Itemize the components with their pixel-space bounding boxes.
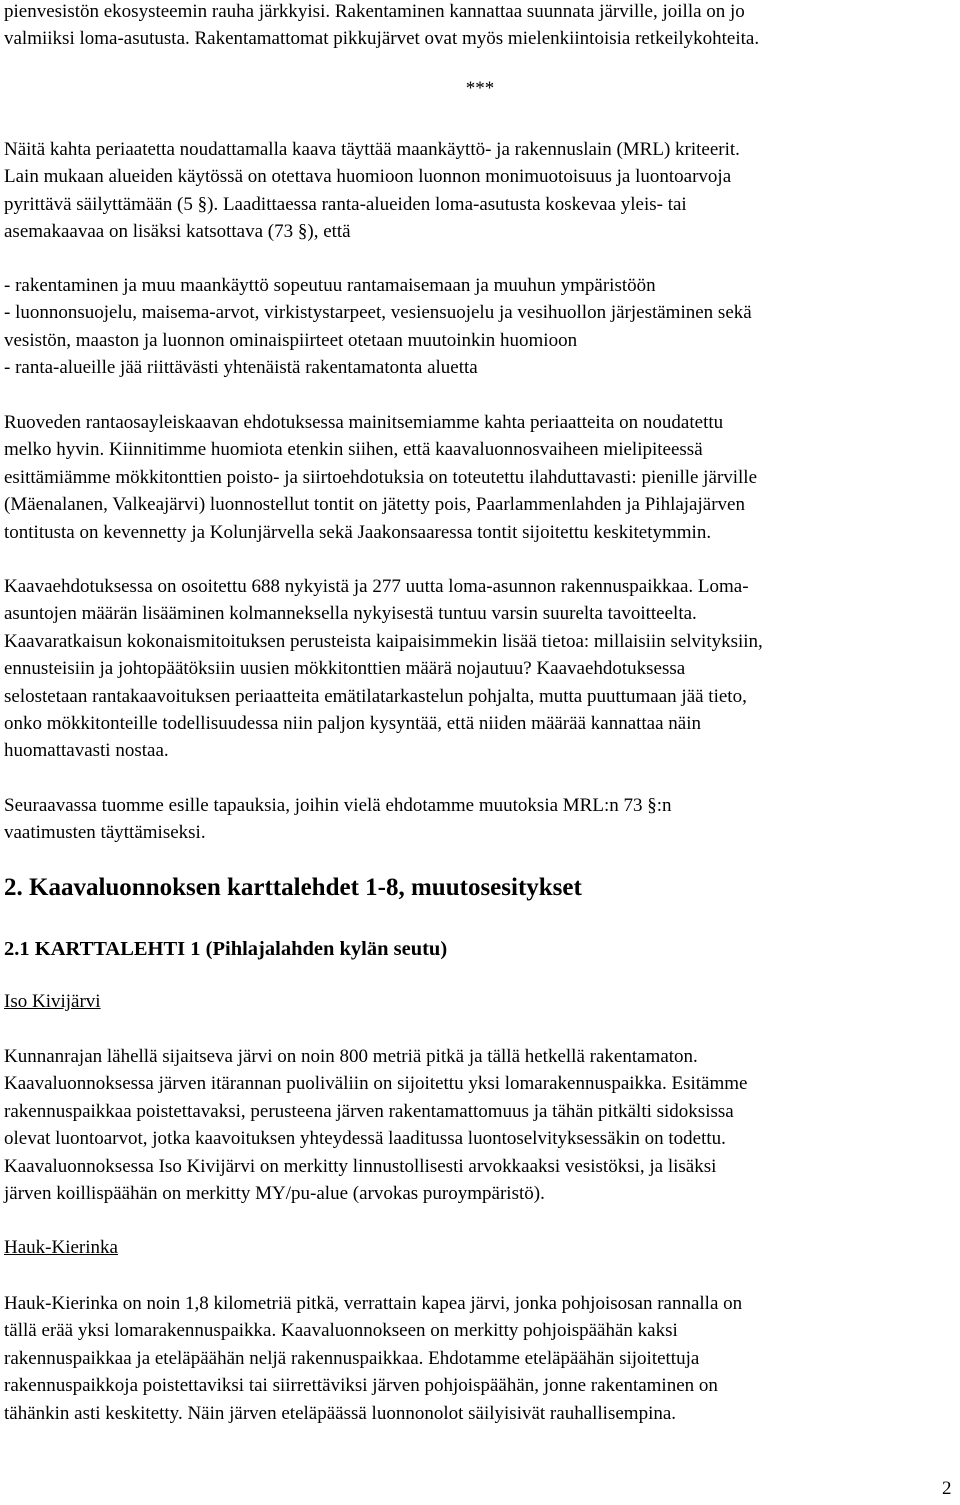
text-line: Kunnanrajan lähellä sijaitseva järvi on noin 800 metriä pitkä ja tällä hetkellä rakentamaton. — [4, 1046, 698, 1067]
next-paragraph — [4, 792, 954, 847]
text-line: Kaavaehdotuksessa on osoitettu 688 nykyistä ja 277 uutta loma-asunnon rakennuspaikkaa. Loma- — [4, 576, 749, 597]
text-line: asuntojen määrän lisääminen kolmanneksella nykyisestä tuntuu varsin suurelta tavoitteelta. — [4, 603, 697, 625]
quantity-paragraph — [4, 573, 954, 765]
text-line: tontitusta on kevennetty ja Kolunjärvella sekä Jaakonsaaressa tontit sijoitettu keskitetymmin. — [4, 521, 712, 543]
list-item: - luonnonsuojelu, maisema-arvot, virkistystarpeet, vesiensuojelu ja vesihuollon järjestäminen sekä — [4, 302, 752, 324]
lake-title: Hauk-Kierinka — [4, 1237, 118, 1258]
intro-paragraph — [4, 0, 954, 53]
text-line: valmiiksi loma-asutusta. Rakentamattomat pikkujärvet ovat myös mielenkiintoisia retkeilykohteita. — [4, 28, 760, 50]
iso-kivijarvi-title — [4, 988, 954, 1015]
text-line: asemakaavaa on lisäksi katsottava (73 §), että — [4, 221, 351, 243]
text-line: Ruoveden rantaosayleiskaavan ehdotuksessa mainitsemiamme kahta periaatteita on noudatettu — [4, 412, 724, 433]
section-separator: *** — [465, 78, 495, 99]
text-line: Kaavaluonnoksessa Iso Kivijärvi on merkitty linnustollisesti arvokkaaksi vesistöksi, ja lisäksi — [4, 1155, 717, 1177]
text-line: rakennuspaikkaa ja eteläpäähän neljä rakennuspaikkaa. Ehdotamme eteläpäähän sijoitettuja — [4, 1347, 700, 1369]
text-line: vaatimusten täyttämiseksi. — [4, 822, 206, 844]
text-line: Kaavaratkaisun kokonaismitoituksen perusteista kaipaisimmekin lisää tietoa: millaisiin selvityksiin, — [4, 630, 763, 652]
text-line: esittämiämme mökkitonttien poisto- ja siirtoehdotuksia on toteutettu ilahduttavasti: pienille järville — [4, 466, 757, 488]
text-line: (Mäenalanen, Valkeajärvi) luonnostellut tontit on jätetty pois, Paarlammenlahden ja Pihlajajärven — [4, 494, 745, 516]
text-line: järven koillispäähän on merkitty MY/pu-alue (arvokas puroympäristö). — [4, 1183, 545, 1205]
list-item: - rakentaminen ja muu maankäyttö sopeutuu rantamaisemaan ja muuhun ympäristöön — [4, 275, 656, 296]
assessment-paragraph — [4, 409, 954, 546]
text-line: Seuraavassa tuomme esille tapauksia, joihin vielä ehdotamme muutoksia MRL:n 73 §:n — [4, 795, 672, 816]
criteria-list — [4, 272, 954, 382]
text-line: pyrittävä säilyttämään (5 §). Laadittaessa ranta-alueiden loma-asutusta koskevaa yleis- tai — [4, 193, 687, 215]
text-line: tällä erää yksi lomarakennuspaikka. Kaavaluonnokseen on merkitty pohjoispäähän kaksi — [4, 1320, 678, 1342]
text-line: Kaavaluonnoksessa järven itärannan puoliväliin on sijoitettu yksi lomarakennuspaikka. Esitämme — [4, 1073, 748, 1095]
section-heading: 2. Kaavaluonnoksen karttalehdet 1-8, muutosesitykset — [4, 874, 582, 901]
text-line: Näitä kahta periaatetta noudattamalla kaava täyttää maankäyttö- ja rakennuslain (MRL) kriteerit. — [4, 139, 740, 160]
text-line: pienvesistön ekosysteemin rauha järkkyisi. Rakentaminen kannattaa suunnata järville, joilla on jo — [4, 1, 745, 22]
page-number: 2 — [942, 1478, 952, 1499]
text-line: huomattavasti nostaa. — [4, 740, 169, 762]
subsection-heading: 2.1 KARTTALEHTI 1 (Pihlajalahden kylän seutu) — [4, 938, 448, 960]
text-line: melko hyvin. Kiinnitimme huomiota etenkin siihen, että kaavaluonnosvaiheen mielipiteessä — [4, 439, 703, 461]
text-line: olevat luontoarvot, jotka kaavoituksen yhteydessä laaditussa luontoselvityksessäkin on todettu. — [4, 1128, 726, 1150]
list-item: - ranta-alueille jää riittävästi yhtenäistä rakentamatonta aluetta — [4, 357, 478, 379]
text-line: rakennuspaikkoja poistettaviksi tai siirrettäviksi järven pohjoispäähän, jonne rakentaminen on — [4, 1375, 718, 1397]
text-line: tähänkin asti keskitetty. Näin järven eteläpäässä luonnonolot säilyisivät rauhallisempina. — [4, 1402, 677, 1424]
text-line: Hauk-Kierinka on noin 1,8 kilometriä pitkä, verrattain kapea järvi, jonka pohjoisosan rannalla on — [4, 1293, 743, 1314]
list-item: vesistön, maaston ja luonnon ominaispiirteet otetaan muutoinkin huomioon — [4, 329, 578, 351]
text-line: rakennuspaikkaa poistettavaksi, perusteena järven rakentamattomuus ja tähän pitkälti sidoksissa — [4, 1100, 734, 1122]
iso-kivijarvi-paragraph — [4, 1043, 954, 1207]
hauk-kierinka-paragraph — [4, 1290, 954, 1427]
text-line: ennusteisiin ja johtopäätöksiin uusien mökkitonttien määrä nojautuu? Kaavaehdotuksessa — [4, 658, 686, 680]
mrl-paragraph — [4, 136, 954, 246]
hauk-kierinka-title — [4, 1234, 954, 1261]
text-line: Lain mukaan alueiden käytössä on otettava huomioon luonnon monimuotoisuus ja luontoarvoja — [4, 166, 732, 188]
text-line: onko mökkitonteille todellisuudessa niin paljon kysyntää, että niiden määrää kannattaa näin — [4, 713, 702, 735]
text-line: selostetaan rantakaavoituksen periaatteita emätilatarkastelun pohjalta, mutta puuttumaan jää tieto, — [4, 685, 747, 707]
lake-title: Iso Kivijärvi — [4, 991, 101, 1012]
